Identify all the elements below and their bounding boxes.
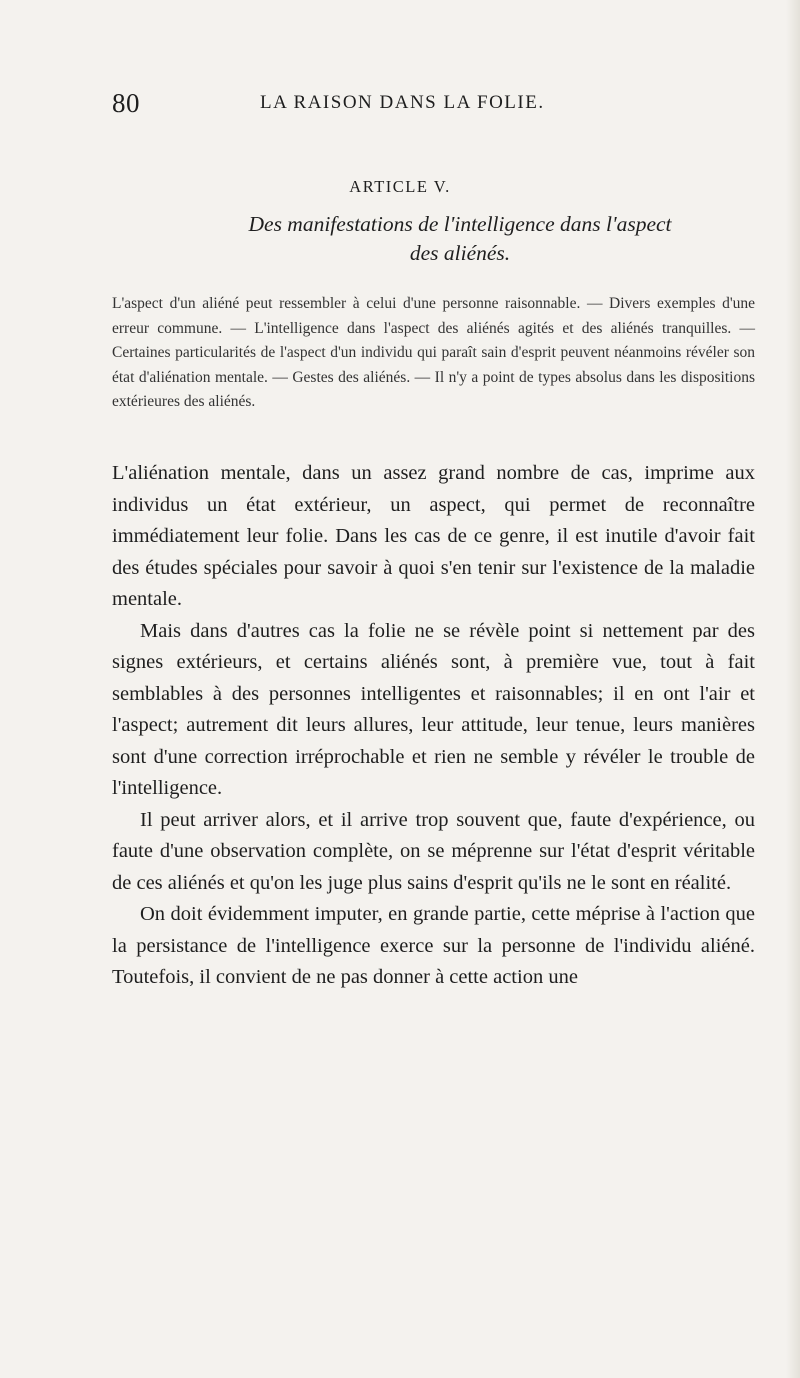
running-title: LA RAISON DANS LA FOLIE. bbox=[260, 92, 545, 113]
paragraph-4: On doit évidemment imputer, en grande partie, cette méprise à l'action que la persistance de l'intelligence exerce sur la personne de l'individu aliéné. Toutefois, il convient de ne pas donner à cette action une bbox=[112, 903, 755, 988]
body-text bbox=[112, 458, 755, 994]
paragraph-3: Il peut arriver alors, et il arrive trop souvent que, faute d'expérience, ou faute d'une observation complète, on se méprenne sur l'état d'esprit véritable de ces aliénés et qu'on les juge plus sains d'esprit qu'ils ne le sont en réalité. bbox=[112, 808, 755, 894]
section-title-line-1: Des manifestations de l'intelligence dans l'aspect bbox=[248, 212, 672, 236]
article-heading: ARTICLE V. bbox=[349, 177, 451, 196]
section-title-line-2: des aliénés. bbox=[409, 241, 511, 265]
paragraph-2: Mais dans d'autres cas la folie ne se révèle point si nettement par des signes extérieurs, et certains aliénés sont, à première vue, tout à fait semblables à des personnes intelligentes et raisonnables; il en ont l'air et l'aspect; autrement dit leurs allures, leur attitude, leur tenue, leurs manières sont d'une correction irréprochable et rien ne semble y révéler le trouble de l'intelligence. bbox=[112, 619, 755, 799]
chapter-summary: L'aspect d'un aliéné peut ressembler à celui d'une personne raisonnable. — Divers exemples d'une erreur commune. — L'intelligence dans l'aspect des aliénés agités et des aliénés tranquilles. — Certaines particularités de l'aspect d'un individu qui paraît sain d'esprit peuvent néanmoins révéler son état d'aliénation mentale. — Gestes des aliénés. — Il n'y a point de types absolus dans les dispositions extérieures des aliénés. bbox=[112, 295, 755, 410]
page-edge-shadow bbox=[786, 0, 800, 1378]
page-number: 80 bbox=[112, 88, 140, 118]
running-head bbox=[112, 88, 752, 118]
paragraph-1: L'aliénation mentale, dans un assez grand nombre de cas, imprime aux individus un état extérieur, un aspect, qui permet de reconnaître immédiatement leur folie. Dans les cas de ce genre, il est inutile d'avoir fait des études spéciales pour savoir à quoi s'en tenir sur l'existence de la maladie mentale. bbox=[112, 462, 755, 610]
section-title bbox=[160, 210, 760, 268]
